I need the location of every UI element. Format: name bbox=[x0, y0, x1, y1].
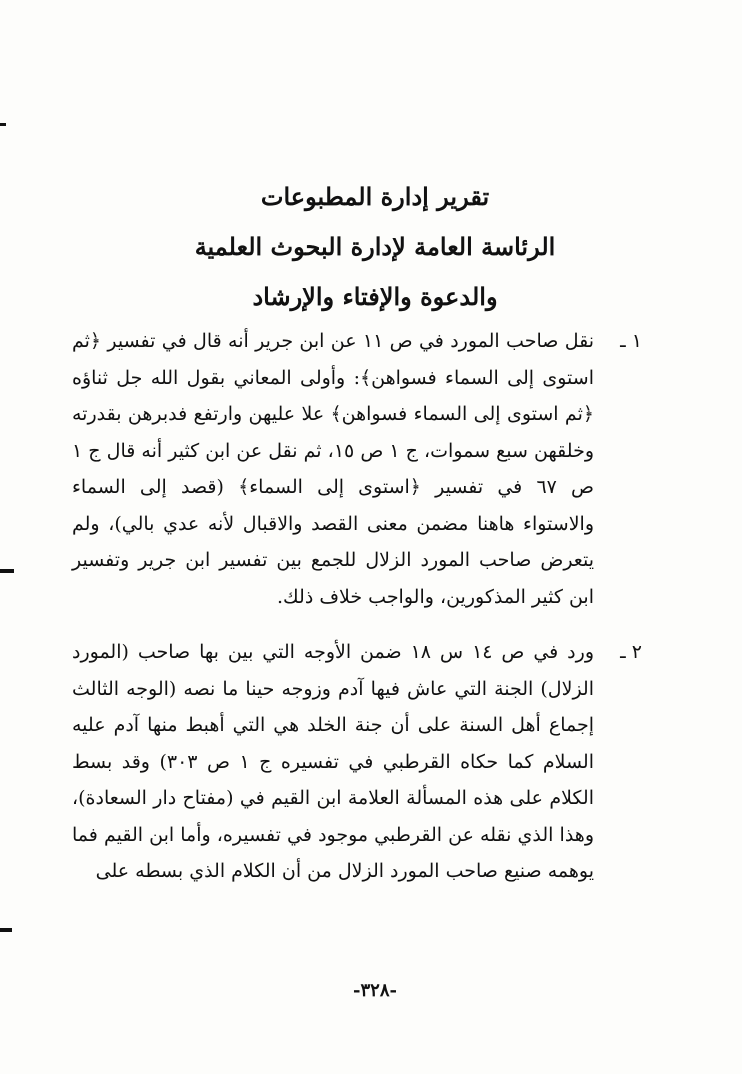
page-heading bbox=[150, 172, 600, 322]
heading-line-3: والدعوة والإفتاء والإرشاد bbox=[252, 282, 498, 311]
paragraph-text: ورد في ص ١٤ س ١٨ ضمن الأوجه التي بين بها صاحب (المورد الزلال) الجنة التي عاش فيها آدم وزوجه حينا ما نصه (الوجه الثالث إجماع أهل السنة على أن جنة الخلد هي التي أهبط منها آدم عليه السلام كما حكاه القرطبي في تفسيره ج ١ ص ٣٠٣) وقد بسط الكلام على هذه المسألة العلامة ابن القيم في (مفتاح دار السعادة)، وهذا الذي نقله عن القرطبي موجود في تفسيره، وأما ابن القيم فما يوهمه صنيع صاحب المورد الزلال من أن الكلام الذي بسطه على bbox=[72, 641, 594, 882]
paragraph-number: ١ ـ bbox=[620, 330, 642, 352]
numbered-paragraph-2 bbox=[72, 634, 642, 904]
page-number: -٣٢٨- bbox=[353, 980, 397, 1001]
scan-edge-mark bbox=[0, 123, 6, 126]
heading-line-2: الرئاسة العامة لإدارة البحوث العلمية bbox=[194, 232, 556, 261]
paragraph-number: ٢ ـ bbox=[620, 641, 642, 663]
heading-line-1: تقرير إدارة المطبوعات bbox=[260, 182, 490, 211]
scan-edge-mark bbox=[0, 928, 12, 932]
paragraph-text: نقل صاحب المورد في ص ١١ عن ابن جرير أنه قال في تفسير ﴿ثم استوى إلى السماء فسواهن﴾: وأولى المعاني بقول الله جل ثناؤه ﴿ثم استوى إلى السماء فسواهن﴾ علا عليهن وارتفع فدبرهن بقدرته وخلقهن سبع سموات، ج ١ ص ١٥، ثم نقل عن ابن كثير أنه قال ج ١ ص ٦٧ في تفسير ﴿استوى إلى السماء﴾ (قصد إلى السماء والاستواء هاهنا مضمن معنى القصد والاقبال لأنه عدي بالي)، ولم يتعرض صاحب المورد الزلال للجمع بين تفسير ابن جرير وتفسير ابن كثير المذكورين، والواجب خلاف ذلك. bbox=[72, 330, 595, 608]
scan-edge-mark bbox=[0, 569, 14, 573]
numbered-paragraph-1 bbox=[72, 323, 642, 625]
